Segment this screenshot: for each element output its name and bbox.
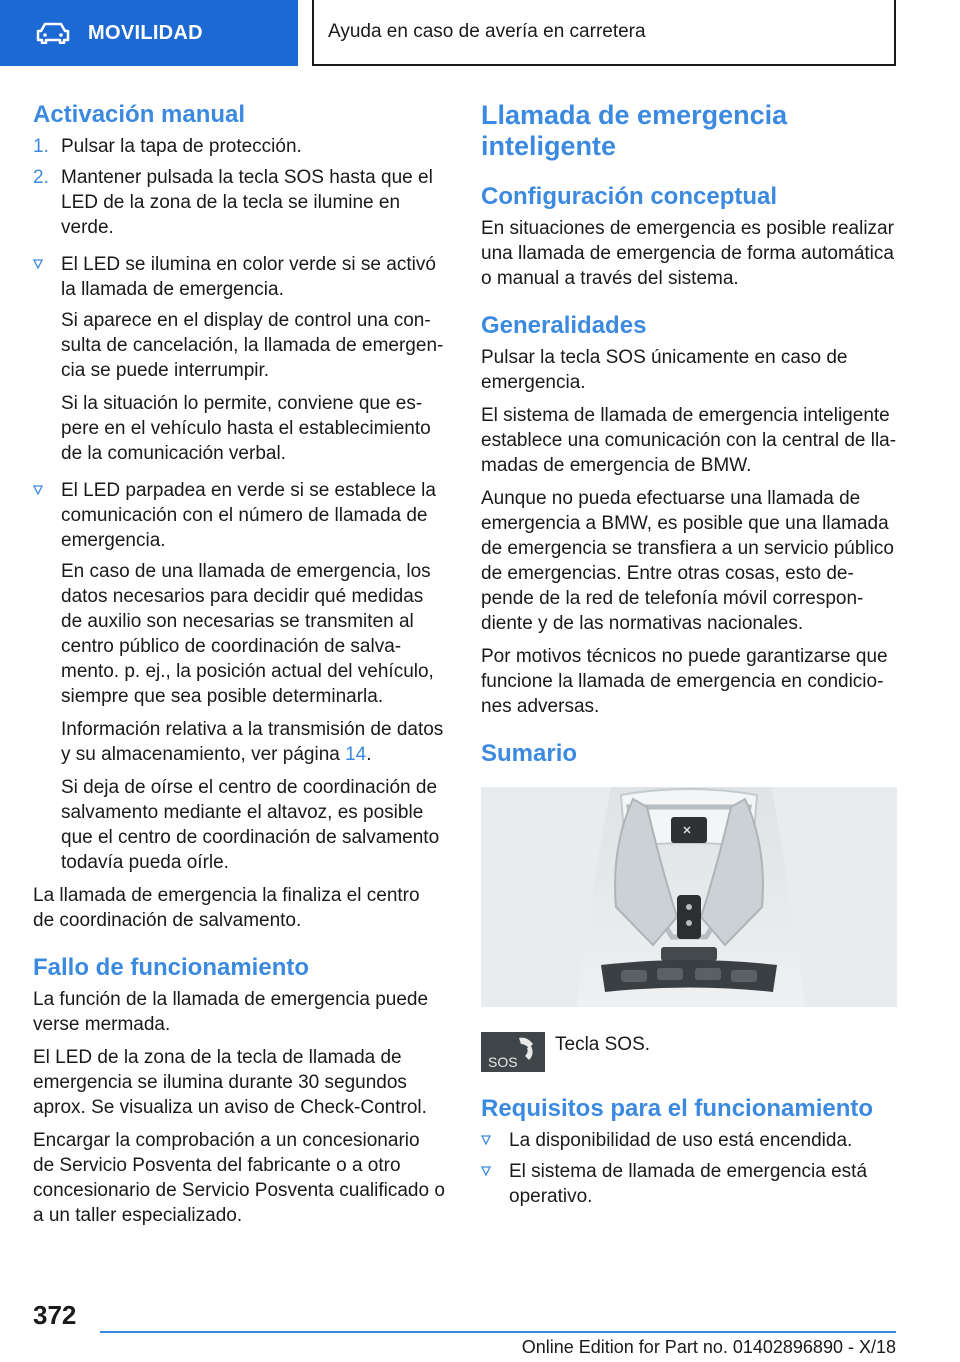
paragraph: En situaciones de emergencia es posible realizar una llamada de emergencia de forma automática o manual a través del sistema. bbox=[481, 218, 894, 289]
triangle-bullet-icon bbox=[481, 1166, 491, 1176]
paragraph: La llamada de emergencia la finaliza el centro de coordinación de salvamento. bbox=[33, 885, 420, 931]
step-text: Pulsar la tapa de protección. bbox=[61, 136, 302, 157]
car-icon bbox=[36, 22, 70, 44]
sos-caption: Tecla SOS. bbox=[555, 1034, 651, 1055]
sos-icon-label: SOS bbox=[488, 1054, 518, 1070]
paragraph-text: . bbox=[366, 744, 372, 765]
paragraph: Aunque no pueda efectuarse una llamada de emergencia a BMW, es posible que una llamada de emergencia se transfiera a un servicio público de emergencias. Entre otras cosas, esto depende de la red de telefonía móvil correspondiente y de las normativas nacionales. bbox=[481, 488, 894, 634]
step-item bbox=[33, 165, 445, 240]
paragraph: Por motivos técnicos no puede garantizarse que funcione la llamada de emergencia en condiciones adversas. bbox=[481, 646, 888, 717]
bullet-item bbox=[33, 252, 445, 302]
bullet-item bbox=[33, 478, 445, 553]
step-number: 2. bbox=[33, 167, 49, 188]
bullet-item bbox=[481, 1128, 897, 1153]
paragraph: El sistema de llamada de emergencia inteligente establece una comunicación con la central de llamadas de emergencia de BMW. bbox=[481, 405, 897, 476]
bullet-text: La disponibilidad de uso está encendida. bbox=[509, 1130, 853, 1151]
sos-button-icon bbox=[481, 1032, 545, 1072]
paragraph: Si la situación lo permite, conviene que espere en el vehículo hasta el establecimiento de la comunicación verbal. bbox=[61, 393, 431, 464]
bullet-item bbox=[481, 1159, 897, 1209]
heading-activacion: Activación manual bbox=[33, 101, 246, 128]
triangle-bullet-icon bbox=[33, 259, 43, 269]
paragraph: Pulsar la tecla SOS únicamente en caso de emergencia. bbox=[481, 347, 848, 393]
triangle-bullet-icon bbox=[481, 1135, 491, 1145]
sos-key-row bbox=[481, 1032, 897, 1072]
heading-configuracion: Configuración conceptual bbox=[481, 183, 778, 210]
paragraph: El LED de la zona de la tecla de llamada de emergencia se ilumina durante 30 segundos aprox. Se visualiza un aviso de Check-Control. bbox=[33, 1047, 427, 1118]
paragraph bbox=[33, 717, 445, 767]
paragraph-text: Información relativa a la transmisión de datos y su almacenamiento, ver página bbox=[61, 719, 444, 765]
section-tab[interactable] bbox=[0, 0, 298, 66]
right-column bbox=[481, 100, 897, 1215]
step-text: Mantener pulsada la tecla SOS hasta que el LED de la zona de la tecla se ilumine en verde. bbox=[61, 167, 433, 238]
heading-fallo: Fallo de funcionamiento bbox=[33, 954, 310, 981]
overhead-console-image bbox=[481, 787, 897, 1007]
section-label: MOVILIDAD bbox=[88, 21, 203, 44]
page-header bbox=[0, 0, 960, 66]
footer-divider bbox=[100, 1331, 896, 1333]
bullet-text: El LED parpadea en verde si se establece la comunicación con el número de llamada de emergencia. bbox=[61, 480, 436, 551]
edition-footer: Online Edition for Part no. 01402896890 - X/18 bbox=[521, 1337, 896, 1357]
heading-sumario: Sumario bbox=[481, 740, 578, 767]
paragraph: En caso de una llamada de emergencia, los datos necesarios para decidir qué medidas de auxilio son necesarias se transmiten al centro público de coordinación de salvamento. p. ej., la posición actual del vehículo, siempre que sea posible determinarla. bbox=[61, 561, 434, 707]
step-item bbox=[33, 134, 445, 159]
bullet-text: El sistema de llamada de emergencia está operativo. bbox=[509, 1161, 868, 1207]
heading-requisitos: Requisitos para el funcionamiento bbox=[481, 1095, 874, 1122]
bullet-text: El LED se ilumina en color verde si se activó la llamada de emergencia. bbox=[61, 254, 436, 300]
page-number: 372 bbox=[33, 1300, 77, 1330]
chapter-title: Ayuda en caso de avería en carretera bbox=[312, 0, 896, 66]
heading-llamada: Llamada de emergencia inteligente bbox=[481, 100, 788, 161]
paragraph: Encargar la comprobación a un concesionario de Servicio Posventa del fabricante o a otro concesionario de Servicio Posventa cualificado o a un taller especializado. bbox=[33, 1130, 445, 1226]
triangle-bullet-icon bbox=[33, 485, 43, 495]
left-column bbox=[33, 100, 445, 1236]
heading-generalidades: Generalidades bbox=[481, 312, 647, 339]
paragraph: Si deja de oírse el centro de coordinación de salvamento mediante el altavoz, es posible que el centro de coordinación de salvamento todavía pueda oírle. bbox=[61, 777, 440, 873]
step-number: 1. bbox=[33, 136, 49, 157]
page-link[interactable]: 14 bbox=[345, 744, 367, 765]
paragraph: Si aparece en el display de control una consulta de cancelación, la llamada de emergencia se puede interrumpir. bbox=[61, 310, 444, 381]
paragraph: La función de la llamada de emergencia puede verse mermada. bbox=[33, 989, 429, 1035]
